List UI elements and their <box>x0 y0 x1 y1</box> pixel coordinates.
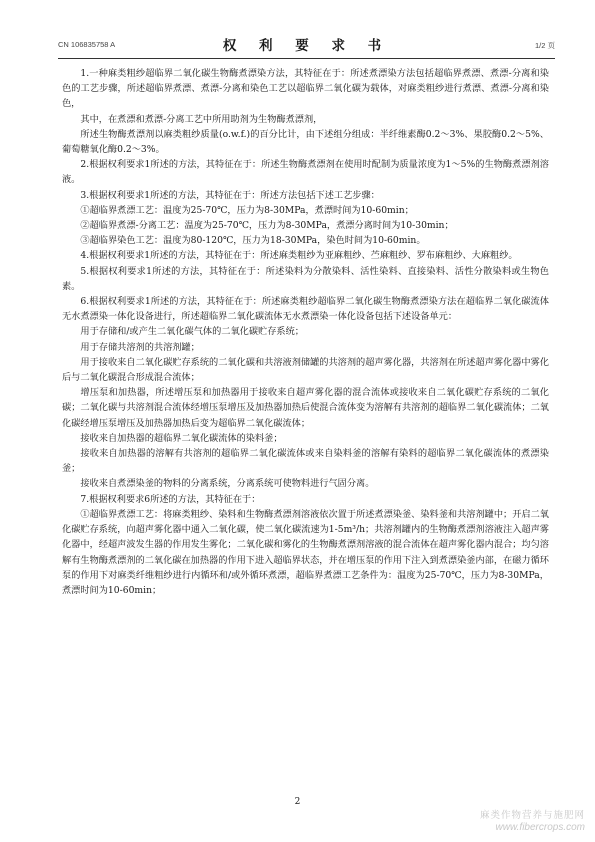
page-header <box>58 34 555 56</box>
claim-3-step: ①超临界煮漂工艺：温度为25-70℃，压力为8-30MPa，煮漂时间为10-60min； <box>80 204 414 216</box>
watermark-site-name: 麻类作物营养与施肥网 <box>479 810 585 821</box>
watermark-url: www.fibercrops.com <box>495 822 585 833</box>
claim-3-paragraph: 3.根据权利要求1所述的方法，其特征在于：所述方法包括下述工艺步骤： <box>80 189 380 201</box>
claim-6-unit: 接收来自加热器的超临界二氧化碳流体的染料釜； <box>80 432 283 444</box>
watermark <box>480 810 585 834</box>
claim-3-step: ②超临界煮漂-分离工艺：温度为25-70℃，压力为8-30MPa，煮漂分离时间为10-30min； <box>80 220 454 232</box>
claim-1-paragraph: 其中，在煮漂和煮漂-分离工艺中所用助剂为生物酶煮漂剂， <box>80 113 323 125</box>
page-number: 2 <box>294 797 301 807</box>
page-info: 1/2 页 <box>534 41 555 50</box>
claim-1-paragraph: 1.一种麻类粗纱超临界二氧化碳生物酶煮漂染方法，其特征在于：所述煮漂染方法包括超临界煮漂、煮漂-分离和染色的工艺步骤，所述超临界煮漂、煮漂-分离和染色工艺以超临界二氧化碳为载体，对麻类粗纱进行煮漂、煮漂-分离和染色， <box>62 68 549 110</box>
claim-6-unit: 接收来自加热器的溶解有共溶剂的超临界二氧化碳流体或来自染料釜的溶解有染料的超临界二氧化碳流体的煮漂染釜； <box>62 448 549 475</box>
claim-6-paragraph: 6.根据权利要求1所述的方法，其特征在于：所述麻类粗纱超临界二氧化碳生物酶煮漂染方法在超临界二氧化碳流体无水煮漂染一体化设备进行，所述超临界二氧化碳流体无水煮漂染一体化设备包括下述设备单元： <box>62 296 549 323</box>
header-rule <box>58 58 555 59</box>
claim-6-unit: 用于存储和/或产生二氧化碳气体的二氧化碳贮存系统； <box>80 326 304 338</box>
document-title: 权 利 要 求 书 <box>222 38 391 54</box>
claim-6-unit: 用于存储共溶剂的共溶剂罐； <box>80 341 200 353</box>
claim-7-paragraph: 7.根据权利要求6所述的方法，其特征在于： <box>80 493 261 505</box>
claim-6-unit: 增压泵和加热器，所述增压泵和加热器用于接收来自超声雾化器的混合流体或接收来自二氧化碳贮存系统的二氧化碳；二氧化碳与共溶剂混合流体经增压泵增压及加热器加热后使混合流体变为溶解有共溶剂的超临界二氧化碳流体；二氧化碳经增压泵增压及加热器加热后变为超临界二氧化碳流体； <box>62 387 549 429</box>
claim-1-paragraph: 所述生物酶煮漂剂以麻类粗纱质量(o.w.f.)的百分比计，由下述组分组成：半纤维素酶0.2～3%、果胶酶0.2～5%、葡萄糖氧化酶0.2～3%。 <box>62 128 549 156</box>
claim-2-paragraph: 2.根据权利要求1所述的方法，其特征在于：所述生物酶煮漂剂在使用时配制为质量浓度为1～5%的生物酶煮漂剂溶液。 <box>62 159 549 186</box>
claim-6-unit: 用于接收来自二氧化碳贮存系统的二氧化碳和共溶液剂储罐的共溶剂的超声雾化器，共溶剂在所述超声雾化器中雾化后与二氧化碳混合形成混合流体； <box>62 356 549 384</box>
claim-5-paragraph: 5.根据权利要求1所述的方法，其特征在于：所述染料为分散染料、活性染料、直接染料、活性分散染料或生物色素。 <box>62 265 549 292</box>
claim-6-unit: 接收来自煮漂染釜的物料的分离系统，分离系统可使物料进行气固分离。 <box>80 478 375 490</box>
claim-3-step: ③超临界染色工艺：温度为80-120℃，压力为18-30MPa，染色时间为10-60min。 <box>80 235 426 247</box>
claim-4-paragraph: 4.根据权利要求1所述的方法，其特征在于：所述麻类粗纱为亚麻粗纱、苎麻粗纱、罗布麻粗纱、大麻粗纱。 <box>80 250 518 262</box>
claim-7-step: ①超临界煮漂工艺：将麻类粗纱、染料和生物酶煮漂剂溶液依次置于所述煮漂染釜、染料釜和共溶剂罐中；开启二氧化碳贮存系统，向超声雾化器中通入二氧化碳，使二氧化碳流速为1-5m³/h；共溶剂罐内的生物酶煮漂剂溶液注入超声雾化器中，经超声波发生器的作用发生雾化；二氧化碳和雾化的生物酶煮漂剂溶液的混合流体在超声雾化器内混合；均匀溶解有生物酶煮漂剂的二氧化碳在加热器的作用下进入超临界状态，并在增压泵的作用下注入到煮漂染釜内部，在磁力循环泵的作用下对麻类纤维粗纱进行内循环和/或外循环煮漂，超临界煮漂工艺条件为：温度为25-70℃，压力为8-30MPa，煮漂时间为10-60min； <box>62 508 549 596</box>
publication-number: CN 106835758 A <box>58 40 116 49</box>
claims-body <box>62 66 549 598</box>
